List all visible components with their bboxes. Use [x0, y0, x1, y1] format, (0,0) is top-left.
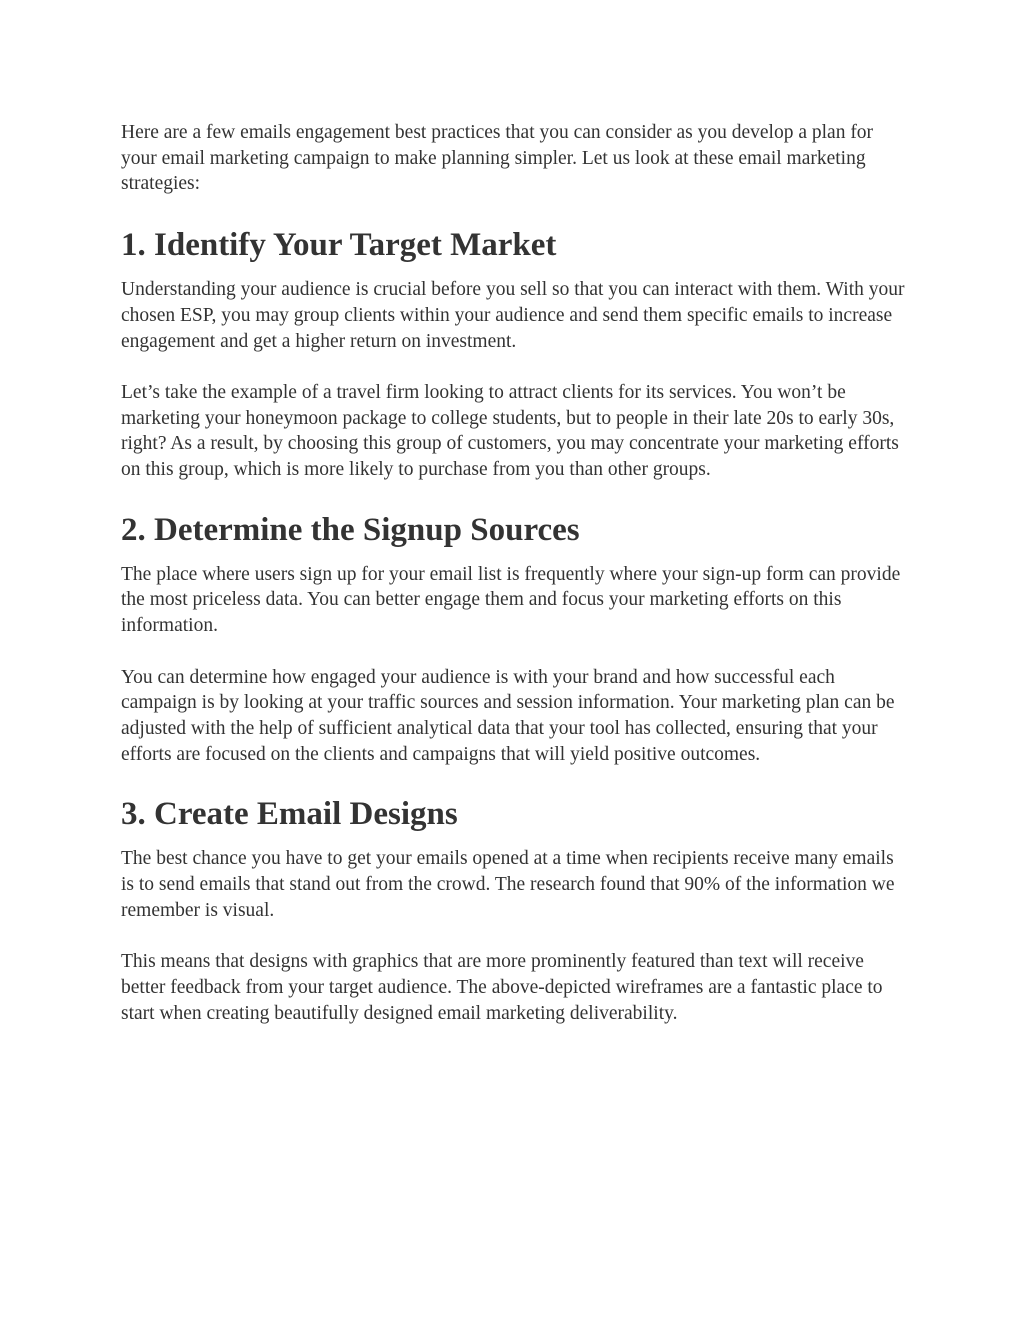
section-paragraph: The best chance you have to get your emails opened at a time when recipients receive many emails is to send emails that stand out from the crowd. The research found that 90% of the information we remember is visual. [121, 848, 895, 921]
section-heading: 2. Determine the Signup Sources [121, 511, 580, 548]
section-heading: 3. Create Email Designs [121, 796, 458, 833]
section-email-designs [121, 794, 911, 1026]
section-paragraph: The place where users sign up for your email list is frequently where your sign-up form can provide the most priceless data. You can better engage them and focus your marketing efforts on this information. [121, 563, 901, 637]
document-page [121, 120, 911, 1053]
section-paragraph: This means that designs with graphics that are more prominently featured than text will receive better feedback from your target audience. The above-depicted wireframes are a fantastic place to start when creating beautifully designed email marketing deliverability. [121, 951, 883, 1024]
section-paragraph: Understanding your audience is crucial before you sell so that you can interact with them. With your chosen ESP, you may group clients within your audience and send them specific emails to increase engagement and get a higher return on investment. [121, 279, 905, 352]
section-heading: 1. Identify Your Target Market [121, 227, 557, 264]
section-paragraph: Let’s take the example of a travel firm looking to attract clients for its services. You won’t be marketing your honeymoon package to college students, but to people in their late 20s to early 30s, right? As a result, by choosing this group of customers, you may concentrate your marketing efforts on this group, which is more likely to purchase from you than other groups. [121, 381, 899, 481]
section-paragraph: You can determine how engaged your audience is with your brand and how successful each campaign is by looking at your traffic sources and session information. Your marketing plan can be adjusted with the help of sufficient analytical data that your tool has collected, ensuring that your efforts are focused on the clients and campaigns that will yield positive outcomes. [121, 666, 895, 765]
intro-paragraph: Here are a few emails engagement best practices that you can consider as you develop a plan for your email marketing campaign to make planning simpler. Let us look at these email marketing strategies: [121, 122, 874, 195]
section-signup-sources [121, 510, 911, 768]
section-identify-target-market [121, 225, 911, 483]
